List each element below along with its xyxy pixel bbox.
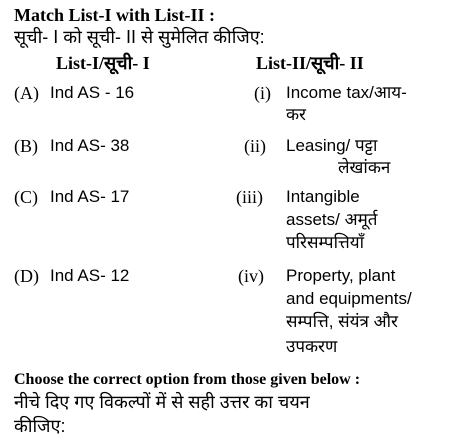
list1-key-c: (C) <box>14 187 38 207</box>
list2-header: List-II/सूची- II <box>256 53 364 73</box>
list2-item-iii-line1: Intangible <box>286 187 360 206</box>
list2-item-iv-line1: Property, plant <box>286 266 396 285</box>
list2-item-iv-line2: and equipments/ <box>286 289 412 308</box>
list1-key-a: (A) <box>14 83 39 103</box>
list1-item-d: Ind AS- 12 <box>50 266 130 285</box>
list2-item-i-line1: Income tax/आय- <box>286 83 407 102</box>
list2-item-i-line2: कर <box>286 105 307 124</box>
list2-num-iv: (iv) <box>238 266 264 286</box>
list1-key-d: (D) <box>14 266 39 286</box>
list2-item-iv-line4: उपकरण <box>286 337 338 356</box>
list2-item-ii-line1: Leasing/ पट्टा <box>286 136 378 155</box>
list2-item-iii-line2: assets/ अमूर्त <box>286 210 378 229</box>
list1-item-c: Ind AS- 17 <box>50 187 130 206</box>
list1-item-a: Ind AS - 16 <box>50 83 135 102</box>
list1-item-b: Ind AS- 38 <box>50 136 130 155</box>
question-heading-en: Match List-I with List-II : <box>14 5 215 25</box>
list2-item-iii-line3: परिसम्पत्तियाँ <box>286 233 364 252</box>
question-heading-hi: सूची- I को सूची- II से सुमेलित कीजिए: <box>14 27 265 47</box>
list2-num-i: (i) <box>254 83 271 103</box>
instruction-hi-line1: नीचे दिए गए विकल्पों में से सही उत्तर का चयन <box>14 392 310 412</box>
list2-item-iv-line3: सम्पत्ति, संयंत्र और <box>286 312 398 331</box>
list2-num-iii: (iii) <box>236 187 263 207</box>
list1-key-b: (B) <box>14 136 38 156</box>
instruction-hi-line2: कीजिए: <box>14 416 66 436</box>
instruction-en: Choose the correct option from those given below : <box>14 371 361 388</box>
list2-num-ii: (ii) <box>244 136 266 156</box>
list2-item-ii-line2: लेखांकन <box>338 158 391 177</box>
list1-header: List-I/सूची- I <box>56 53 150 73</box>
